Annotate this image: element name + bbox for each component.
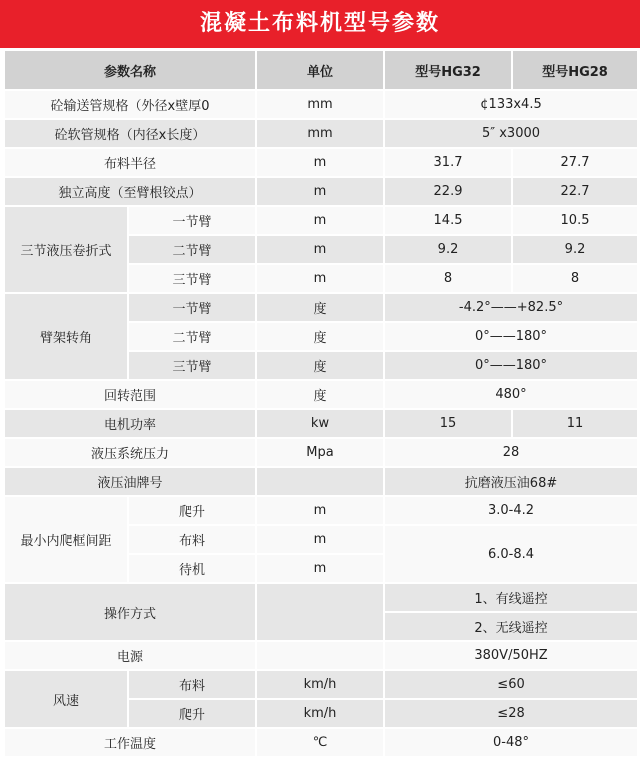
row-unit: 度	[256, 351, 384, 380]
header-unit: 单位	[256, 50, 384, 90]
sub-name: 布料	[128, 525, 256, 554]
row-unit: m	[256, 525, 384, 554]
row-value: 5″ x3000	[384, 119, 638, 148]
header-model2: 型号HG28	[512, 50, 638, 90]
table-row	[4, 90, 638, 119]
row-value-model2: 8	[512, 264, 638, 293]
row-value: ¢133x4.5	[384, 90, 638, 119]
page-title: 混凝土布料机型号参数	[0, 0, 640, 48]
row-value: 6.0-8.4	[384, 525, 638, 583]
row-value: 1、有线遥控	[384, 583, 638, 612]
row-value: ≤60	[384, 670, 638, 699]
row-name: 砼输送管规格（外径x壁厚0	[4, 90, 256, 119]
table-row	[4, 148, 638, 177]
row-unit: 度	[256, 322, 384, 351]
table-row	[4, 177, 638, 206]
row-value-model2: 22.7	[512, 177, 638, 206]
row-value-model1: 31.7	[384, 148, 512, 177]
header-model1: 型号HG32	[384, 50, 512, 90]
row-value: 28	[384, 438, 638, 467]
row-unit: mm	[256, 90, 384, 119]
row-unit	[256, 641, 384, 670]
row-value-model1: 22.9	[384, 177, 512, 206]
row-name: 工作温度	[4, 728, 256, 757]
row-name: 回转范围	[4, 380, 256, 409]
table-row	[4, 409, 638, 438]
row-value: 3.0-4.2	[384, 496, 638, 525]
row-name: 布料半径	[4, 148, 256, 177]
sub-name: 一节臂	[128, 293, 256, 322]
row-value: 0-48°	[384, 728, 638, 757]
row-name: 砼软管规格（内径x长度）	[4, 119, 256, 148]
group-name: 风速	[4, 670, 128, 728]
row-unit: m	[256, 554, 384, 583]
table-row	[4, 380, 638, 409]
row-unit: m	[256, 148, 384, 177]
row-unit	[256, 583, 384, 641]
group-name: 臂架转角	[4, 293, 128, 380]
row-value: 480°	[384, 380, 638, 409]
group-name: 三节液压卷折式	[4, 206, 128, 293]
row-value-model1: 14.5	[384, 206, 512, 235]
row-unit: m	[256, 264, 384, 293]
sub-name: 三节臂	[128, 351, 256, 380]
row-value-model2: 11	[512, 409, 638, 438]
row-unit: Mpa	[256, 438, 384, 467]
row-value-model2: 9.2	[512, 235, 638, 264]
row-value-model2: 10.5	[512, 206, 638, 235]
row-value-model1: 8	[384, 264, 512, 293]
row-value-model1: 15	[384, 409, 512, 438]
row-name: 操作方式	[4, 583, 256, 641]
row-value: 2、无线遥控	[384, 612, 638, 641]
row-name: 电源	[4, 641, 256, 670]
row-name: 电机功率	[4, 409, 256, 438]
row-name: 液压油牌号	[4, 467, 256, 496]
sub-name: 爬升	[128, 496, 256, 525]
spec-table	[3, 49, 639, 758]
table-row	[4, 583, 638, 612]
row-unit: m	[256, 206, 384, 235]
header-param: 参数名称	[4, 50, 256, 90]
row-unit: m	[256, 177, 384, 206]
row-value-model1: 9.2	[384, 235, 512, 264]
row-value: 380V/50HZ	[384, 641, 638, 670]
table-row	[4, 496, 638, 525]
row-value: 抗磨液压油68#	[384, 467, 638, 496]
row-unit: km/h	[256, 670, 384, 699]
table-row	[4, 206, 638, 235]
sub-name: 二节臂	[128, 235, 256, 264]
group-name: 最小内爬框间距	[4, 496, 128, 583]
sub-name: 二节臂	[128, 322, 256, 351]
row-name: 液压系统压力	[4, 438, 256, 467]
row-value: 0°——180°	[384, 351, 638, 380]
sub-name: 待机	[128, 554, 256, 583]
table-row	[4, 438, 638, 467]
table-row	[4, 467, 638, 496]
row-unit: ℃	[256, 728, 384, 757]
sub-name: 爬升	[128, 699, 256, 728]
table-row	[4, 119, 638, 148]
table-header	[4, 50, 638, 90]
row-value: -4.2°——+82.5°	[384, 293, 638, 322]
sub-name: 三节臂	[128, 264, 256, 293]
row-unit: 度	[256, 380, 384, 409]
row-unit: km/h	[256, 699, 384, 728]
row-unit: m	[256, 235, 384, 264]
table-row	[4, 293, 638, 322]
row-unit: m	[256, 496, 384, 525]
row-unit: mm	[256, 119, 384, 148]
row-unit	[256, 467, 384, 496]
row-unit: 度	[256, 293, 384, 322]
table-row	[4, 641, 638, 670]
row-value: ≤28	[384, 699, 638, 728]
table-row	[4, 728, 638, 757]
sub-name: 一节臂	[128, 206, 256, 235]
row-value: 0°——180°	[384, 322, 638, 351]
table-row	[4, 670, 638, 699]
row-name: 独立高度（至臂根铰点）	[4, 177, 256, 206]
row-unit: kw	[256, 409, 384, 438]
row-value-model2: 27.7	[512, 148, 638, 177]
sub-name: 布料	[128, 670, 256, 699]
